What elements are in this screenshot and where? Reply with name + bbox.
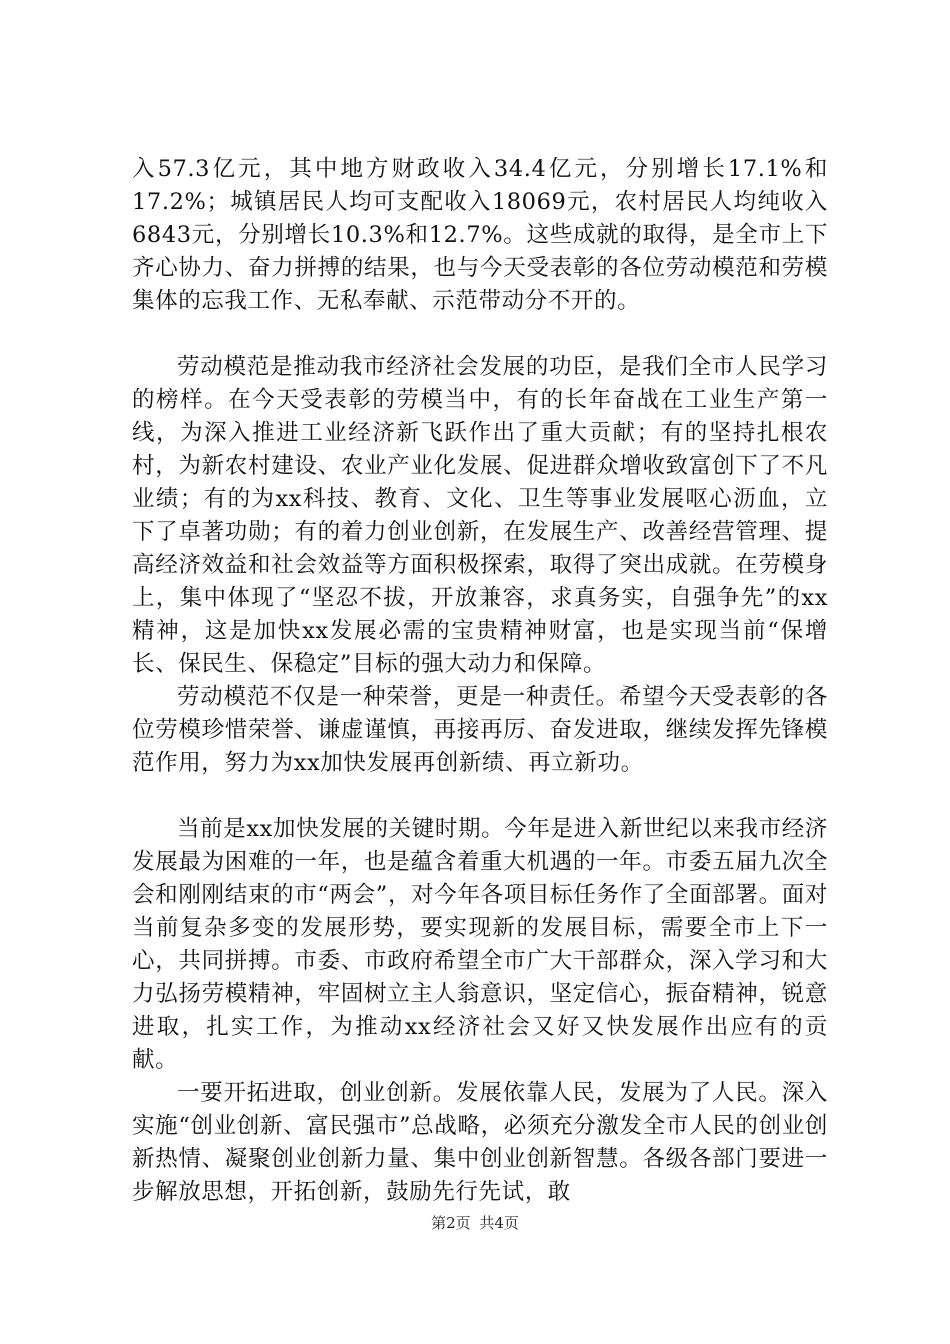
- paragraph-key-period: 当前是xx加快发展的关键时期。今年是进入新世纪以来我市经济发展最为困难的一年，也是蕴含着重大机遇的一年。市委五届九次全会和刚刚结束的市“两会”，对今年各项目标任务作了全面部署。面对当前复杂多变的发展形势，要实现新的发展目标，需要全市上下一心，共同拼搏。市委、市政府希望全市广大干部群众，深入学习和大力弘扬劳模精神，牢固树立主人翁意识，坚定信心，振奋精神，锐意进取，扎实工作，为推动xx经济社会又好又快发展作出应有的贡献。: [132, 816, 828, 1073]
- paragraph-spacer: [132, 318, 828, 351]
- paragraph-continuation: 入57.3亿元，其中地方财政收入34.4亿元，分别增长17.1%和17.2%；城镇居民人均可支配收入18069元，农村居民人均纯收入6843元，分别增长10.3%和12.7%。这些成就的取得，是全市上下齐心协力、奋力拼搏的结果，也与今天受表彰的各位劳动模范和劳模集体的忘我工作、无私奉献、示范带动分不开的。: [132, 156, 828, 314]
- paragraph-spacer: [132, 780, 828, 813]
- page-total: 共4页: [479, 1214, 519, 1232]
- paragraph-first-requirement: 一要开拓进取，创业创新。发展依靠人民，发展为了人民。深入实施“创业创新、富民强市”总战略，必须充分激发全市人民的创业创新热情、凝聚创业创新力量、集中创业创新智慧。各级各部门要进一步解放思想，开拓创新，鼓励先行先试，敢: [132, 1080, 828, 1205]
- paragraph-labor-models: 劳动模范是推动我市经济社会发展的功臣，是我们全市人民学习的榜样。在今天受表彰的劳模当中，有的长年奋战在工业生产第一线，为深入推进工业经济新飞跃作出了重大贡献；有的坚持扎根农村，为新农村建设、农业产业化发展、促进群众增收致富创下了不凡业绩；有的为xx科技、教育、文化、卫生等事业发展呕心沥血，立下了卓著功勋；有的着力创业创新，在发展生产、改善经营管理、提高经济效益和社会效益等方面积极探索，取得了突出成就。在劳模身上，集中体现了“坚忍不拔，开放兼容，求真务实，自强争先”的xx精神，这是加快xx发展必需的宝贵精神财富，也是实现当前“保增长、保民生、保稳定”目标的强大动力和保障。: [132, 354, 828, 677]
- paragraph-honor-responsibility: 劳动模范不仅是一种荣誉，更是一种责任。希望今天受表彰的各位劳模珍惜荣誉、谦虚谨慎，再接再厉、奋发进取，继续发挥先锋模范作用，努力为xx加快发展再创新绩、再立新功。: [132, 684, 828, 776]
- page-footer: [0, 1213, 950, 1233]
- document-body: [132, 153, 828, 1209]
- page-number: 第2页: [431, 1214, 471, 1232]
